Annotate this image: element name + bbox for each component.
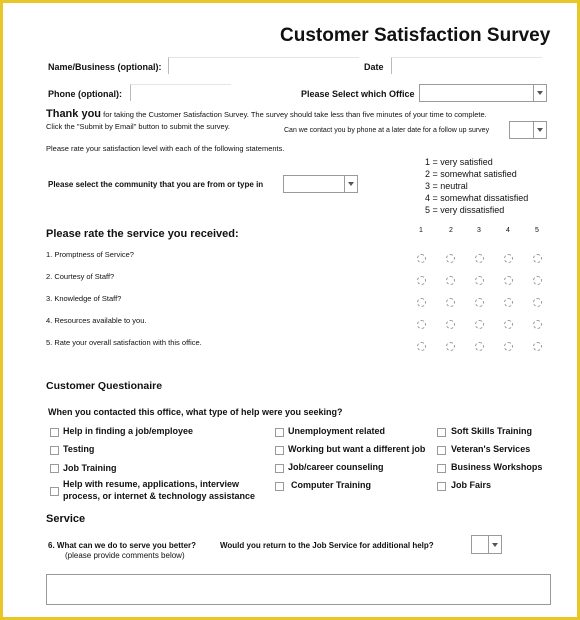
name-label: Name/Business (optional): (48, 62, 162, 72)
rating-column-label: 4 (506, 227, 510, 234)
scale-legend-item: 3 = neutral (425, 181, 468, 191)
date-input[interactable] (391, 57, 542, 74)
rating-radio[interactable] (446, 276, 455, 285)
help-option-label: Unemployment related (288, 426, 386, 436)
rating-radio[interactable] (417, 254, 426, 263)
rating-radio[interactable] (475, 276, 484, 285)
rating-radio[interactable] (533, 276, 542, 285)
rating-radio[interactable] (475, 342, 484, 351)
phone-label: Phone (optional): (48, 89, 122, 99)
rating-radio[interactable] (446, 342, 455, 351)
name-input[interactable] (168, 57, 359, 74)
scale-legend-item: 2 = somewhat satisfied (425, 169, 517, 179)
help-option-label: Job Training (63, 463, 117, 473)
rating-question: 5. Rate your overall satisfaction with this office. (46, 338, 202, 347)
service-question (48, 541, 196, 550)
help-option-label: Testing (63, 444, 95, 454)
rating-radio[interactable] (504, 298, 513, 307)
chevron-down-icon (344, 176, 357, 192)
help-checkbox[interactable] (275, 446, 284, 455)
rating-column-label: 5 (535, 227, 539, 234)
scale-legend-item: 5 = very dissatisfied (425, 205, 505, 215)
help-option-label: Working but want a different job (288, 444, 426, 454)
community-label: Please select the community that you are from or type in (48, 180, 264, 189)
rating-radio[interactable] (475, 320, 484, 329)
help-checkbox[interactable] (437, 464, 446, 473)
rating-radio[interactable] (417, 276, 426, 285)
help-checkbox[interactable] (437, 428, 446, 437)
submit-instructions: Click the "Submit by Email" button to submit the survey. (46, 122, 231, 131)
thank-you-label: Thank you (46, 108, 102, 120)
scale-legend-item: 1 = very satisfied (425, 157, 493, 167)
help-option-label: Business Workshops (451, 462, 543, 472)
help-option-label: Veteran's Services (451, 444, 531, 454)
page-title: Customer Satisfaction Survey (280, 25, 551, 46)
rate-statement: Please rate your satisfaction level with each of the following statements. (46, 144, 285, 153)
rating-radio[interactable] (475, 298, 484, 307)
help-checkbox[interactable] (275, 464, 284, 473)
rating-column-label: 2 (449, 227, 453, 234)
rating-radio[interactable] (417, 298, 426, 307)
help-option-label: Help in finding a job/employee (63, 426, 194, 436)
help-option-label: Computer Training (291, 480, 372, 490)
contact-question: Can we contact you by phone at a later date for a follow up survey (284, 127, 490, 134)
rating-radio[interactable] (446, 254, 455, 263)
rating-heading: Please rate the service you received: (46, 228, 239, 240)
scale-legend-item: 4 = somewhat dissatisfied (425, 193, 529, 203)
rating-radio[interactable] (417, 320, 426, 329)
rating-radio[interactable] (533, 254, 542, 263)
comments-textarea[interactable] (46, 574, 551, 605)
questionnaire-heading: Customer Questionaire (46, 380, 163, 392)
office-select[interactable] (419, 84, 547, 102)
help-checkbox[interactable] (50, 428, 59, 437)
help-option-label: Job Fairs (451, 480, 492, 490)
rating-column-label: 3 (477, 227, 481, 234)
rating-radio[interactable] (475, 254, 484, 263)
thank-you-text: for taking the Customer Satisfaction Survey. The survey should take less than five minutes of your time to complete. (103, 110, 487, 119)
help-checkbox[interactable] (50, 446, 59, 455)
questionnaire-question: When you contacted this office, what type of help were you seeking? (48, 407, 343, 417)
rating-question: 4. Resources available to you. (46, 316, 147, 325)
rating-question: 1. Promptness of Service? (46, 250, 134, 259)
help-checkbox[interactable] (437, 482, 446, 491)
phone-input[interactable] (130, 84, 231, 101)
return-select[interactable] (471, 535, 502, 554)
contact-select[interactable] (509, 121, 547, 139)
intro-text (46, 108, 487, 120)
rating-radio[interactable] (504, 342, 513, 351)
rating-radio[interactable] (504, 276, 513, 285)
return-question: Would you return to the Job Service for additional help? (220, 541, 434, 550)
help-checkbox[interactable] (50, 487, 59, 496)
rating-column-label: 1 (419, 227, 423, 234)
chevron-down-icon (533, 122, 546, 138)
help-option-label: Soft Skills Training (451, 426, 533, 436)
help-checkbox[interactable] (50, 464, 59, 473)
help-checkbox[interactable] (275, 482, 284, 491)
rating-radio[interactable] (446, 320, 455, 329)
help-checkbox[interactable] (437, 446, 446, 455)
service-heading: Service (46, 513, 86, 525)
help-checkbox[interactable] (275, 428, 284, 437)
rating-question: 3. Knowledge of Staff? (46, 294, 122, 303)
help-option-label: Job/career counseling (288, 462, 384, 472)
rating-radio[interactable] (533, 320, 542, 329)
help-option-label: process, or internet & technology assistance (63, 491, 256, 501)
chevron-down-icon (533, 85, 546, 101)
service-question-note: (please provide comments below) (65, 551, 185, 560)
office-label: Please Select which Office (301, 89, 415, 99)
rating-radio[interactable] (533, 342, 542, 351)
rating-radio[interactable] (504, 254, 513, 263)
rating-radio[interactable] (533, 298, 542, 307)
rating-question: 2. Courtesy of Staff? (46, 272, 115, 281)
chevron-down-icon (488, 536, 501, 553)
rating-radio[interactable] (446, 298, 455, 307)
service-question-text: 6. What can we do to serve you better? (48, 541, 197, 550)
rating-radio[interactable] (417, 342, 426, 351)
date-label: Date (364, 62, 384, 72)
help-option-label: Help with resume, applications, interview (63, 479, 240, 489)
community-select[interactable] (283, 175, 358, 193)
rating-radio[interactable] (504, 320, 513, 329)
